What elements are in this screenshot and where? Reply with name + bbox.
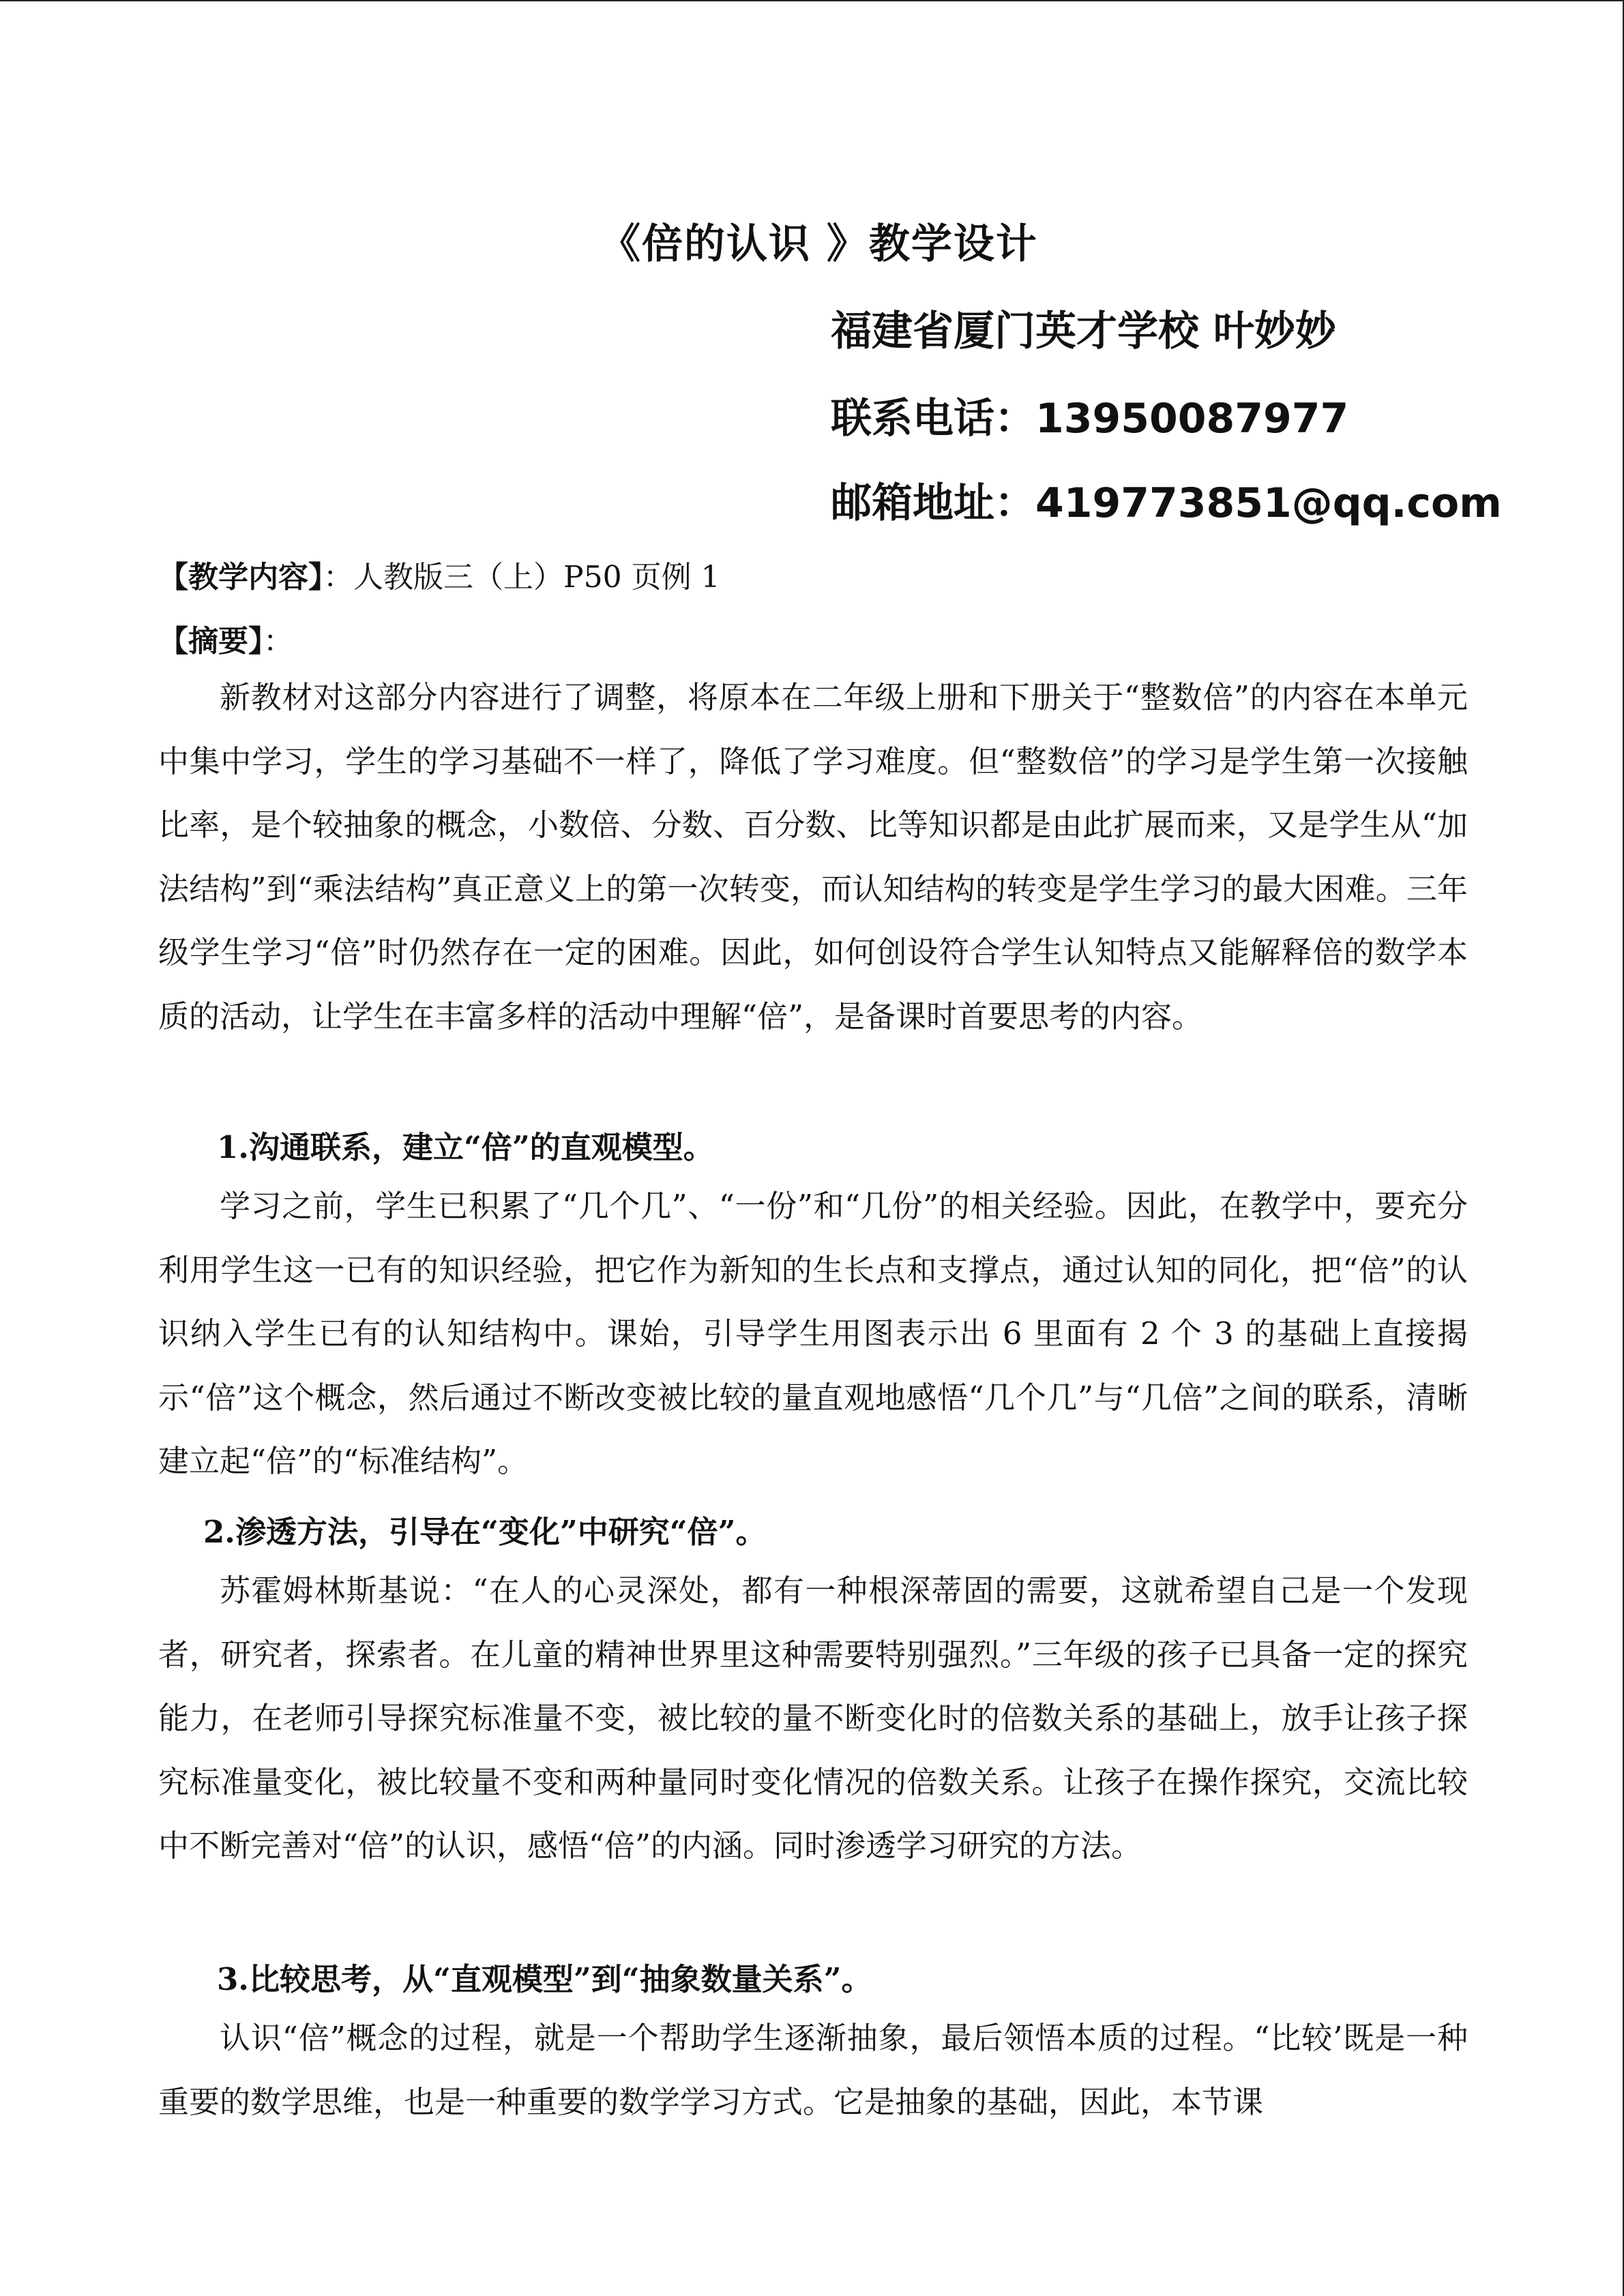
section-text-3: 认识“倍”概念的过程，就是一个帮助学生逐渐抽象，最后领悟本质的过程。“比较’既是一种重要的数学思维，也是一种重要的数学学习方式。它是抽象的基础，因此，本节课 (158, 2020, 1468, 2120)
intro-paragraph: 新教材对这部分内容进行了调整，将原本在二年级上册和下册关于“整数倍”的内容在本单元中集中学习，学生的学习基础不一样了，降低了学习难度。但“整数倍”的学习是学生第一次接触比率，是个较抽象的概念，小数倍、分数、百分数、比等知识都是由此扩展而来，又是学生从“加法结构”到“乘法结构”真正意义上的第一次转变，而认知结构的转变是学生学习的最大困难。三年级学生学习“倍”时仍然存在一定的困难。因此，如何创设符合学生认知特点又能解释倍的数学本质的活动，让学生在丰富多样的活动中理解“倍”，是备课时首要思考的内容。 (158, 679, 1468, 1034)
abstract-line (158, 616, 293, 660)
section-heading-2: 2.渗透方法，引导在“变化”中研究“倍”。 (203, 1514, 767, 1550)
author-line: 福建省厦门英才学校 叶妙妙 (831, 308, 1336, 355)
teaching-content-label: 【教学内容】 (158, 560, 323, 595)
teaching-content-value: ：人教版三（上）P50 页例 1 (323, 560, 720, 595)
abstract-label: 【摘要】 (158, 624, 263, 659)
section-heading-1: 1.沟通联系，建立“倍”的直观模型。 (217, 1129, 714, 1165)
section-text-1: 学习之前，学生已积累了“几个几”、“一份”和“几份”的相关经验。因此，在教学中，要充分利用学生这一已有的知识经验，把它作为新知的生长点和支撑点，通过认知的同化，把“倍”的认识纳入学生已有的认知结构中。课始，引导学生用图表示出 6 里面有 2 个 3 的基础上直接揭示“倍”这个概念，然后通过不断改变被比较的量直观地感悟“几个几”与“几倍”之间的联系，清晰建立起“倍”的“标准结构”。 (158, 1188, 1468, 1479)
section-text-2: 苏霍姆林斯基说：“在人的心灵深处，都有一种根深蒂固的需要，这就希望自己是一个发现者，研究者，探索者。在儿童的精神世界里这种需要特别强烈。”三年级的孩子已具备一定的探究能力，在老师引导探究标准量不变，被比较的量不断变化时的倍数关系的基础上，放手让孩子探究标准量变化，被比较量不变和两种量同时变化情况的倍数关系。让孩子在操作探究，交流比较中不断完善对“倍”的认识，感悟“倍”的内涵。同时渗透学习研究的方法。 (158, 1572, 1468, 1864)
email-line: 邮箱地址：419773851@qq.com (831, 479, 1502, 527)
document-title: 《倍的认识 》教学设计 (600, 220, 1038, 268)
phone-line: 联系电话：13950087977 (831, 395, 1349, 443)
section-heading-3: 3.比较思考，从“直观模型”到“抽象数量关系”。 (217, 1961, 872, 1997)
teaching-content-line (158, 552, 720, 596)
abstract-value: ： (263, 624, 293, 659)
